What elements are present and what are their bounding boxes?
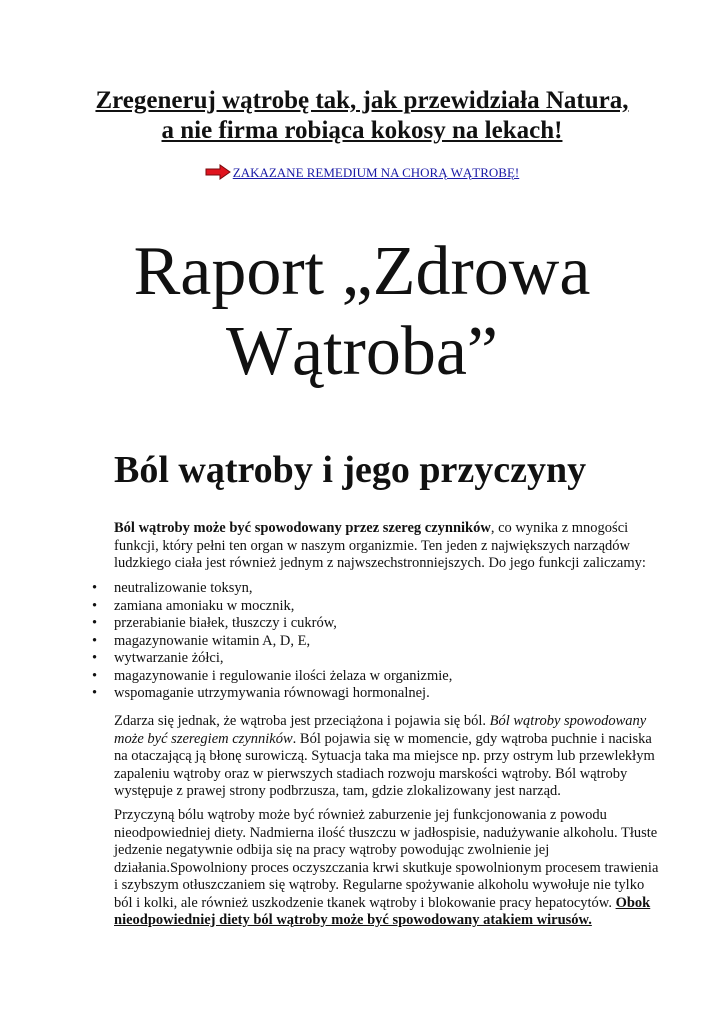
paragraph-3-bold: Obok nieodpowiedniej diety ból wątroby może być spowodowany atakiem wirusów. [114, 894, 651, 928]
paragraph-2-start: Zdarza się jednak, że wątroba jest przeciążona i pojawia się ból. [114, 713, 490, 729]
section-heading: Ból wątroby i jego przyczyny [114, 449, 587, 491]
intro-text: , co wynika z mnogości funkcji, który pełni ten organ w naszym organizmie. Ten jeden z największych narządów ludzkiego ciała jest również jednym z najwszechstronniejszych. Do jego funkcji zaliczamy: [114, 520, 646, 571]
headline-line-2: a nie firma robiąca kokosy na lekach! [161, 117, 563, 144]
list-item: • magazynowanie witamin A, D, E, [92, 633, 452, 651]
headline [0, 86, 724, 146]
red-arrow-icon [205, 164, 231, 180]
functions-list [92, 580, 452, 703]
list-item: • przerabianie białek, tłuszczy i cukrów, [92, 615, 452, 633]
paragraph-2-rest: . Ból pojawia się w momencie, gdy wątroba puchnie i naciska na otaczającą ją błonę surowiczą. Sytuacja taka ma miejsce np. przy ostrym lub przewlekłym zapaleniu wątroby oraz w pierwszych stadiach rozwoju marskości wątroby. Ból wątroby występuje z prawej strony podbrzusza, tam, gdzie zlokalizowany jest narząd. [114, 730, 655, 799]
promo-link[interactable]: ZAKAZANE REMEDIUM NA CHORĄ WĄTROBĘ! [232, 165, 520, 180]
report-title-line-2: Wątroba” [225, 313, 499, 390]
report-title [0, 232, 724, 392]
list-item: • magazynowanie i regulowanie ilości żelaza w organizmie, [92, 668, 452, 686]
intro-paragraph [114, 520, 662, 573]
report-title-line-1: Raport „Zdrowa [133, 233, 591, 310]
list-item: • zamiana amoniaku w mocznik, [92, 598, 452, 616]
intro-bold: Ból wątroby może być spowodowany przez szereg czynników [114, 520, 491, 536]
paragraph-3-text: Przyczyną bólu wątroby może być również zaburzenie jej funkcjonowania z powodu nieodpowiedniej diety. Nadmierna ilość tłuszczu w jadłospisie, nadużywanie alkoholu. Tłuste jedzenie negatywnie odbija się na pracy wątroby powodując zwolnienie jej działania.Spowolniony proces oczyszczania krwi skutkuje spowolnionym procesem trawienia i szybszym otłuszczaniem się wątroby. Regularne spożywanie alkoholu wywołuje nie tylko ból i kolki, ale również uszkodzenie tkanek wątroby i blokowanie pracy hepatocytów. [114, 807, 659, 911]
list-item: • wytwarzanie żółci, [92, 650, 452, 668]
paragraph-2-italic: Ból wątroby spowodowany może być szeregiem czynników [114, 713, 647, 747]
list-item: • wspomaganie utrzymywania równowagi hormonalnej. [92, 685, 452, 703]
paragraph-2 [114, 713, 662, 801]
paragraph-3 [114, 807, 662, 930]
promo-line [0, 164, 724, 182]
list-item: • neutralizowanie toksyn, [92, 580, 452, 598]
headline-line-1: Zregeneruj wątrobę tak, jak przewidziała Natura, [95, 87, 629, 114]
